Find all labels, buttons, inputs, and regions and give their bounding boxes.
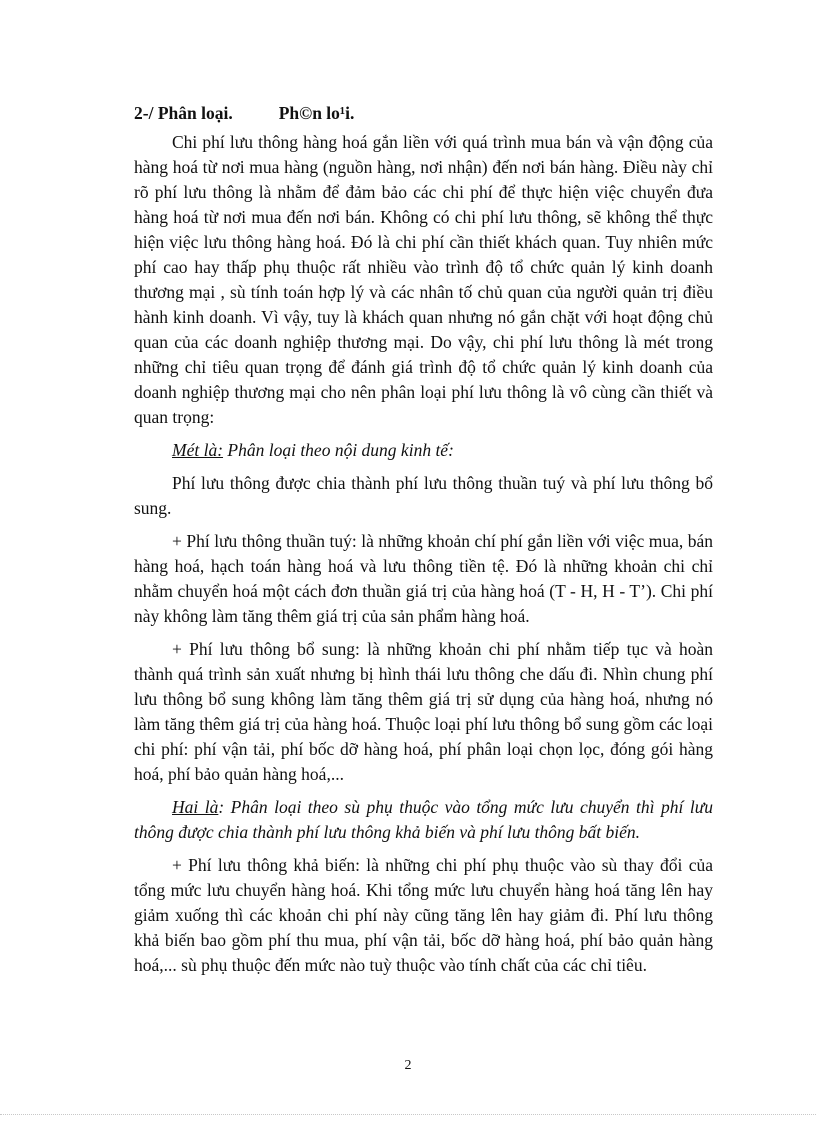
page-bottom-divider: [0, 1114, 816, 1115]
classification-two-label: Hai là: [172, 797, 219, 817]
section-heading: [134, 101, 713, 126]
supplement-cost-paragraph: + Phí lưu thông bổ sung: là những khoản chi phí nhằm tiếp tục và hoàn thành quá trình sản xuất nhưng bị hình thái lưu thông che dấu đi. Nhìn chung phí lưu thông bổ sung không làm tăng thêm giá trị sử dụng của hàng hoá, nhưng nó làm tăng thêm giá trị của hàng hoá. Thuộc loại phí lưu thông bổ sung gồm các loại chi phí: phí vận tải, phí bốc dỡ hàng hoá, phí phân loại chọn lọc, đóng gói hàng hoá, phí bảo quản hàng hoá,...: [134, 639, 713, 784]
pure-cost-paragraph: + Phí lưu thông thuần tuý: là những khoản chí phí gắn liền với việc mua, bán hàng hoá, hạch toán hàng hoá và lưu thông tiền tệ. Đó là những khoản chi chỉ nhằm chuyển hoá một cách đơn thuần giá trị của hàng hoá (T - H, H - T’). Chi phí này không làm tăng thêm giá trị của sản phẩm hàng hoá.: [134, 531, 713, 626]
classification-two-text: : Phân loại theo sù phụ thuộc vào tổng mức lưu chuyển thì phí lưu thông được chia thành phí lưu thông khả biến và phí lưu thông bất biến.: [134, 797, 713, 842]
classification-one-label: Mét là:: [172, 440, 224, 460]
intro-paragraph: Chi phí lưu thông hàng hoá gắn liền với quá trình mua bán và vận động của hàng hoá từ nơi mua hàng (nguồn hàng, nơi nhận) đến nơi bán hàng. Điều này chỉ rõ phí lưu thông là nhằm để đảm bảo các chi phí để thực hiện việc chuyển đưa hàng hoá từ nơi mua đến nơi bán. Không có chi phí lưu thông, sẽ không thể thực hiện việc lưu thông hàng hoá. Đó là chi phí cần thiết khách quan. Tuy nhiên mức phí cao hay thấp phụ thuộc rất nhiều vào trình độ tổ chức quản lý kinh doanh thương mại , sù tính toán hợp lý và các nhân tố chủ quan của người quản trị điều hành kinh doanh. Vì vậy, tuy là khách quan nhưng nó gắn chặt với hoạt động chủ quan của các doanh nghiệp thương mại. Do vậy, chi phí lưu thông là mét trong những chỉ tiêu quan trọng để đánh giá trình độ tổ chức quản lý kinh doanh của doanh nghiệp thương mại cho nên phân loại phí lưu thông là vô cùng cần thiết và quan trọng:: [134, 132, 713, 427]
classification-one-heading: [134, 438, 713, 463]
heading-title-garbled: Ph©n lo¹i.: [278, 103, 355, 123]
classification-two-heading: [134, 795, 713, 845]
variable-cost-paragraph: + Phí lưu thông khả biến: là những chi phí phụ thuộc vào sù thay đổi của tổng mức lưu chuyển hàng hoá. Khi tổng mức lưu chuyển hàng hoá tăng lên hay giảm xuống thì các khoản chi phí này cũng tăng lên hay giảm đi. Phí lưu thông khả biến bao gồm phí thu mua, phí vận tải, bốc dỡ hàng hoá, phí bảo quản hàng hoá,... sù phụ thuộc đến mức nào tuỳ thuộc vào tính chất của các chỉ tiêu.: [134, 855, 713, 975]
classification-one-description: Phí lưu thông được chia thành phí lưu thông thuần tuý và phí lưu thông bổ sung.: [134, 473, 713, 518]
heading-title: 2-/ Phân loại.: [134, 103, 233, 123]
page-number: 2: [404, 1058, 412, 1073]
page-content: [134, 101, 713, 986]
classification-one-text: Phân loại theo nội dung kinh tế:: [223, 440, 454, 460]
